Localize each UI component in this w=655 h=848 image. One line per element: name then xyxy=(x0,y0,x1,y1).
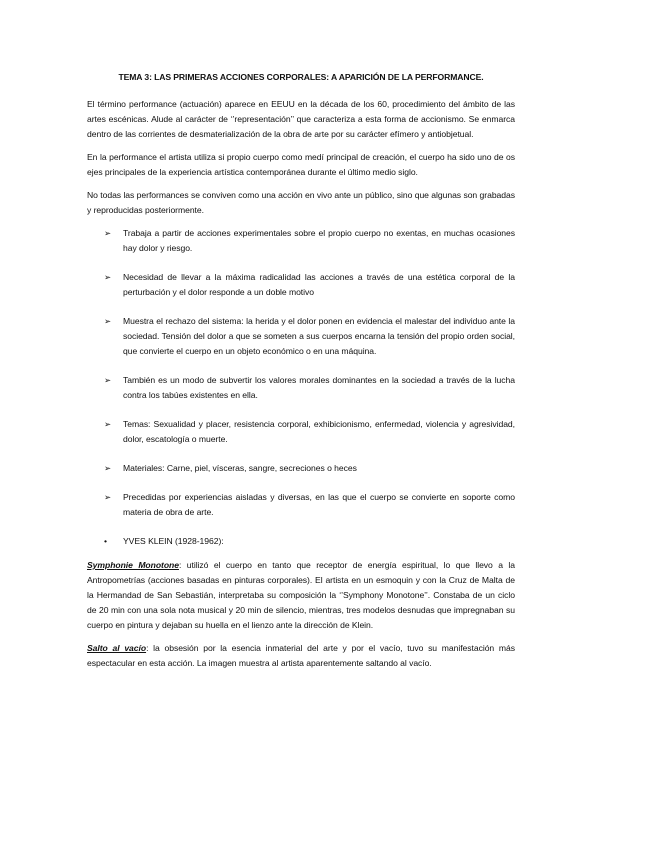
artist-heading-text: YVES KLEIN (1928-1962): xyxy=(123,536,224,546)
artist-heading xyxy=(87,534,515,549)
list-item xyxy=(87,373,515,403)
arrow-bullet-icon: ➢ xyxy=(104,492,112,502)
list-item xyxy=(87,226,515,256)
arrow-bullet-icon: ➢ xyxy=(104,272,112,282)
list-item-text: Necesidad de llevar a la máxima radicalidad las acciones a través de una estética corporal de la perturbación y el dolor responde a un doble motivo xyxy=(123,272,515,297)
intro-paragraph-1: El término performance (actuación) aparece en EEUU en la década de los 60, procedimiento del ámbito de las artes escénicas. Alude al carácter de ‘’representación’’ que caracteriza a esta forma de accionismo. Se enmarca dentro de las corrientes de desmaterialización de la obra de arte por su carácter efímero y antiobjetual. xyxy=(87,99,515,139)
list-item xyxy=(87,490,515,520)
symphonie-paragraph xyxy=(87,558,515,633)
arrow-bullet-icon: ➢ xyxy=(104,228,112,238)
arrow-bullet-icon: ➢ xyxy=(104,419,112,429)
list-item-text: Precedidas por experiencias aisladas y diversas, en las que el cuerpo se convierte en soporte como materia de obra de arte. xyxy=(123,492,515,517)
intro-paragraph-3: No todas las performances se conviven como una acción en vivo ante un público, sino que algunas son grabadas y reproducidas posteriormente. xyxy=(87,190,515,215)
list-item-text: Temas: Sexualidad y placer, resistencia corporal, exhibicionismo, enfermedad, violencia y agresividad, dolor, escatología o muerte. xyxy=(123,419,515,444)
document-title: TEMA 3: LAS PRIMERAS ACCIONES CORPORALES: A APARICIÓN DE LA PERFORMANCE. xyxy=(118,72,484,82)
artist-list xyxy=(87,534,515,549)
salto-paragraph xyxy=(87,641,515,671)
list-item-text: Materiales: Carne, piel, vísceras, sangre, secreciones o heces xyxy=(123,463,357,473)
list-item-text: Muestra el rechazo del sistema: la herida y el dolor ponen en evidencia el malestar del individuo ante la sociedad. Tensión del dolor a que se someten a sus cuerpos encarna la tensión del propio orden social, que convierte el cuerpo en un objeto económico o en una máquina. xyxy=(123,316,515,356)
salto-term: Salto al vacío xyxy=(87,643,147,653)
intro-paragraph-2: En la performance el artista utiliza si propio cuerpo como medí principal de creación, el cuerpo ha sido uno de os ejes principales de la experiencia artística contemporánea durante el último medio siglo. xyxy=(87,152,515,177)
list-item xyxy=(87,314,515,359)
bullet-dot-icon: • xyxy=(104,536,107,546)
salto-text: : la obsesión por la esencia inmaterial del arte y por el vacío, tuvo su manifestación más espectacular en esta acción. La imagen muestra al artista aparentemente saltando al vacío. xyxy=(87,643,515,668)
list-item-text: Trabaja a partir de acciones experimentales sobre el propio cuerpo no exentas, en muchas ocasiones hay dolor y riesgo. xyxy=(123,228,515,253)
characteristics-list xyxy=(87,226,515,520)
list-item-text: También es un modo de subvertir los valores morales dominantes en la sociedad a través de la lucha contra los tabúes existentes en ella. xyxy=(123,375,515,400)
list-item xyxy=(87,461,515,476)
list-item xyxy=(87,270,515,300)
arrow-bullet-icon: ➢ xyxy=(104,316,112,326)
arrow-bullet-icon: ➢ xyxy=(104,375,112,385)
symphonie-text: : utilizó el cuerpo en tanto que receptor de energía espiritual, lo que llevo a la Antropometrías (acciones basadas en pinturas corporales). El artista en un esmoquin y con la Cruz de Malta de la Hermandad de San Sebastián, interpretaba su composición la ‘’Symphony Monotone’’. Constaba de un ciclo de 20 min con una sola nota musical y 20 min de silencio, mientras, tres modelos desnudas que impregnaban su cuerpo en pintura y dejaban su huella en el lienzo ante la dirección de Klein. xyxy=(87,560,516,630)
document-page xyxy=(87,70,515,679)
symphonie-term: Symphonie Monotone xyxy=(87,560,179,570)
list-item xyxy=(87,417,515,447)
arrow-bullet-icon: ➢ xyxy=(104,463,112,473)
